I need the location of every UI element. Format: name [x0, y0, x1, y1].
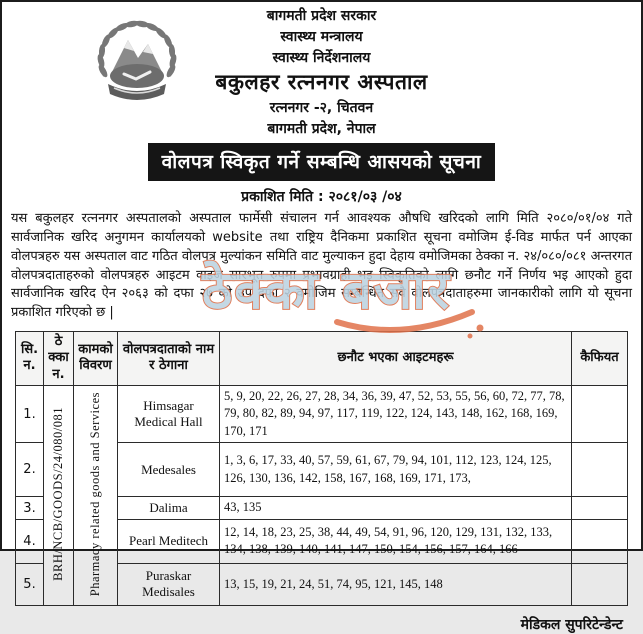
watermark-word-2: बजार — [341, 261, 451, 321]
selected-items: 43, 135 — [220, 497, 572, 520]
government-name: बागमती प्रदेश सरकार — [266, 8, 377, 24]
hospital-name: बकुलहर रत्ननगर अस्पताल — [215, 70, 428, 94]
hospital-address-line1: रत्ननगर -२, चितवन — [269, 100, 374, 116]
contract-number-cell — [44, 385, 74, 605]
header-bidder-name: वोलपत्रदाताको नाम र ठेगाना — [118, 332, 220, 386]
bidder-name: Dalima — [118, 497, 220, 520]
remarks-cell — [572, 443, 628, 497]
bidder-name: Medesales — [118, 443, 220, 497]
bidder-name: Himsagar Medical Hall — [118, 385, 220, 443]
header-selected-items: छनौट भएका आइटमहरू — [220, 332, 572, 386]
header-sn: सि.न. — [16, 332, 44, 386]
row-sn: 1. — [16, 385, 44, 443]
header-work-description: कामको विवरण — [74, 332, 118, 386]
header-remarks: कैफियत — [572, 332, 628, 386]
selected-bidders-table — [15, 331, 628, 606]
notice-body: यस बकुलहर रत्ननगर अस्पतालको अस्पताल फार्मेसी संचालन गर्न आवश्यक औषधि खरिदको लागि मिति २०८०/०१/०४ गते सार्वजानिक खरिद अनुगमन कार्यालयको website तथा राष्ट्रिय दैनिकमा प्रकाशित सूचना वमोजिम ई-विड मार्फत पर्न आएका वोलपत्रहरु यस अस्पताल वाट गठित वोलपत्र मुल्यांकन समिति वाट मुल्याकन हुदा देहाय वमोजिमका ठेक्का न. २४/०८०/०८१ अन्तरगत वोलपत्रदाताहरुको वोलपत्रहरु आइटम वाइज सारभूत रुपमा प्रभावग्राही भइ स्विकृतिको लागि छनौट गर्ने निर्णय भइ आएको हुदा सार्वजानिक खरिद ऐन २०६३ को दफा २७ को उप दफा २ वमोजिम सम्बन्धित सवै वोलपत्रदाताहरुमा जानकारीको लागि यो सूचना प्रकाशित गरिएको छ | — [11, 211, 632, 321]
nepal-government-emblem-icon — [90, 14, 184, 110]
remarks-cell — [572, 519, 628, 563]
work-description-cell — [74, 385, 118, 605]
signatory-title: मेडिकल सुपरिटेन्डेन्ट — [520, 616, 623, 633]
bidder-name: Pearl Meditech — [118, 519, 220, 563]
selected-items: 5, 9, 20, 22, 26, 27, 28, 34, 36, 39, 47, 52, 53, 55, 56, 60, 72, 77, 78, 79, 80, 82, 89, 94, 97, 117, 119, 122, 124, 143, 148, 162, 168, 169, 170, 171 — [220, 385, 572, 443]
bidder-name: Puraskar Medisales — [118, 563, 220, 605]
directorate-name: स्वास्थ्य निर्देशनालय — [272, 50, 371, 66]
hospital-address-line2: बागमती प्रदेश, नेपाल — [267, 121, 376, 137]
ministry-name: स्वास्थ्य मन्त्रालय — [280, 29, 363, 45]
table-row — [16, 385, 628, 443]
table-header-row — [16, 332, 628, 386]
published-date: प्रकाशित मिति : २०८१/०३ /०४ — [241, 189, 402, 205]
selected-items: 13, 15, 19, 21, 24, 51, 74, 95, 121, 145, 148 — [220, 563, 572, 605]
remarks-cell — [572, 563, 628, 605]
selected-items: 1, 3, 6, 17, 33, 40, 57, 59, 61, 67, 79, 94, 101, 112, 123, 124, 125, 126, 130, 136, 142, 158, 167, 168, 169, 171, 173, — [220, 443, 572, 497]
header-contract-no: ठेक्का न. — [44, 332, 74, 386]
notice-title-banner: वोलपत्र स्विकृत गर्ने सम्बन्धि आसयको सूचना — [148, 143, 496, 181]
row-sn: 5. — [16, 563, 44, 605]
contract-number: BRH/NCB/GOODS/24/080/081 — [51, 406, 66, 581]
remarks-cell — [572, 385, 628, 443]
watermark-word-1: ठेक्का — [202, 261, 320, 321]
selected-items: 12, 14, 18, 23, 25, 38, 44, 49, 54, 91, 96, 120, 129, 131, 132, 133, 134, 138, 139, 140, 141, 147, 150, 154, 156, 157, 164, 166 — [220, 519, 572, 563]
remarks-cell — [572, 497, 628, 520]
work-description: Pharmacy related goods and Services — [88, 391, 103, 596]
row-sn: 3. — [16, 497, 44, 520]
row-sn: 4. — [16, 519, 44, 563]
row-sn: 2. — [16, 443, 44, 497]
